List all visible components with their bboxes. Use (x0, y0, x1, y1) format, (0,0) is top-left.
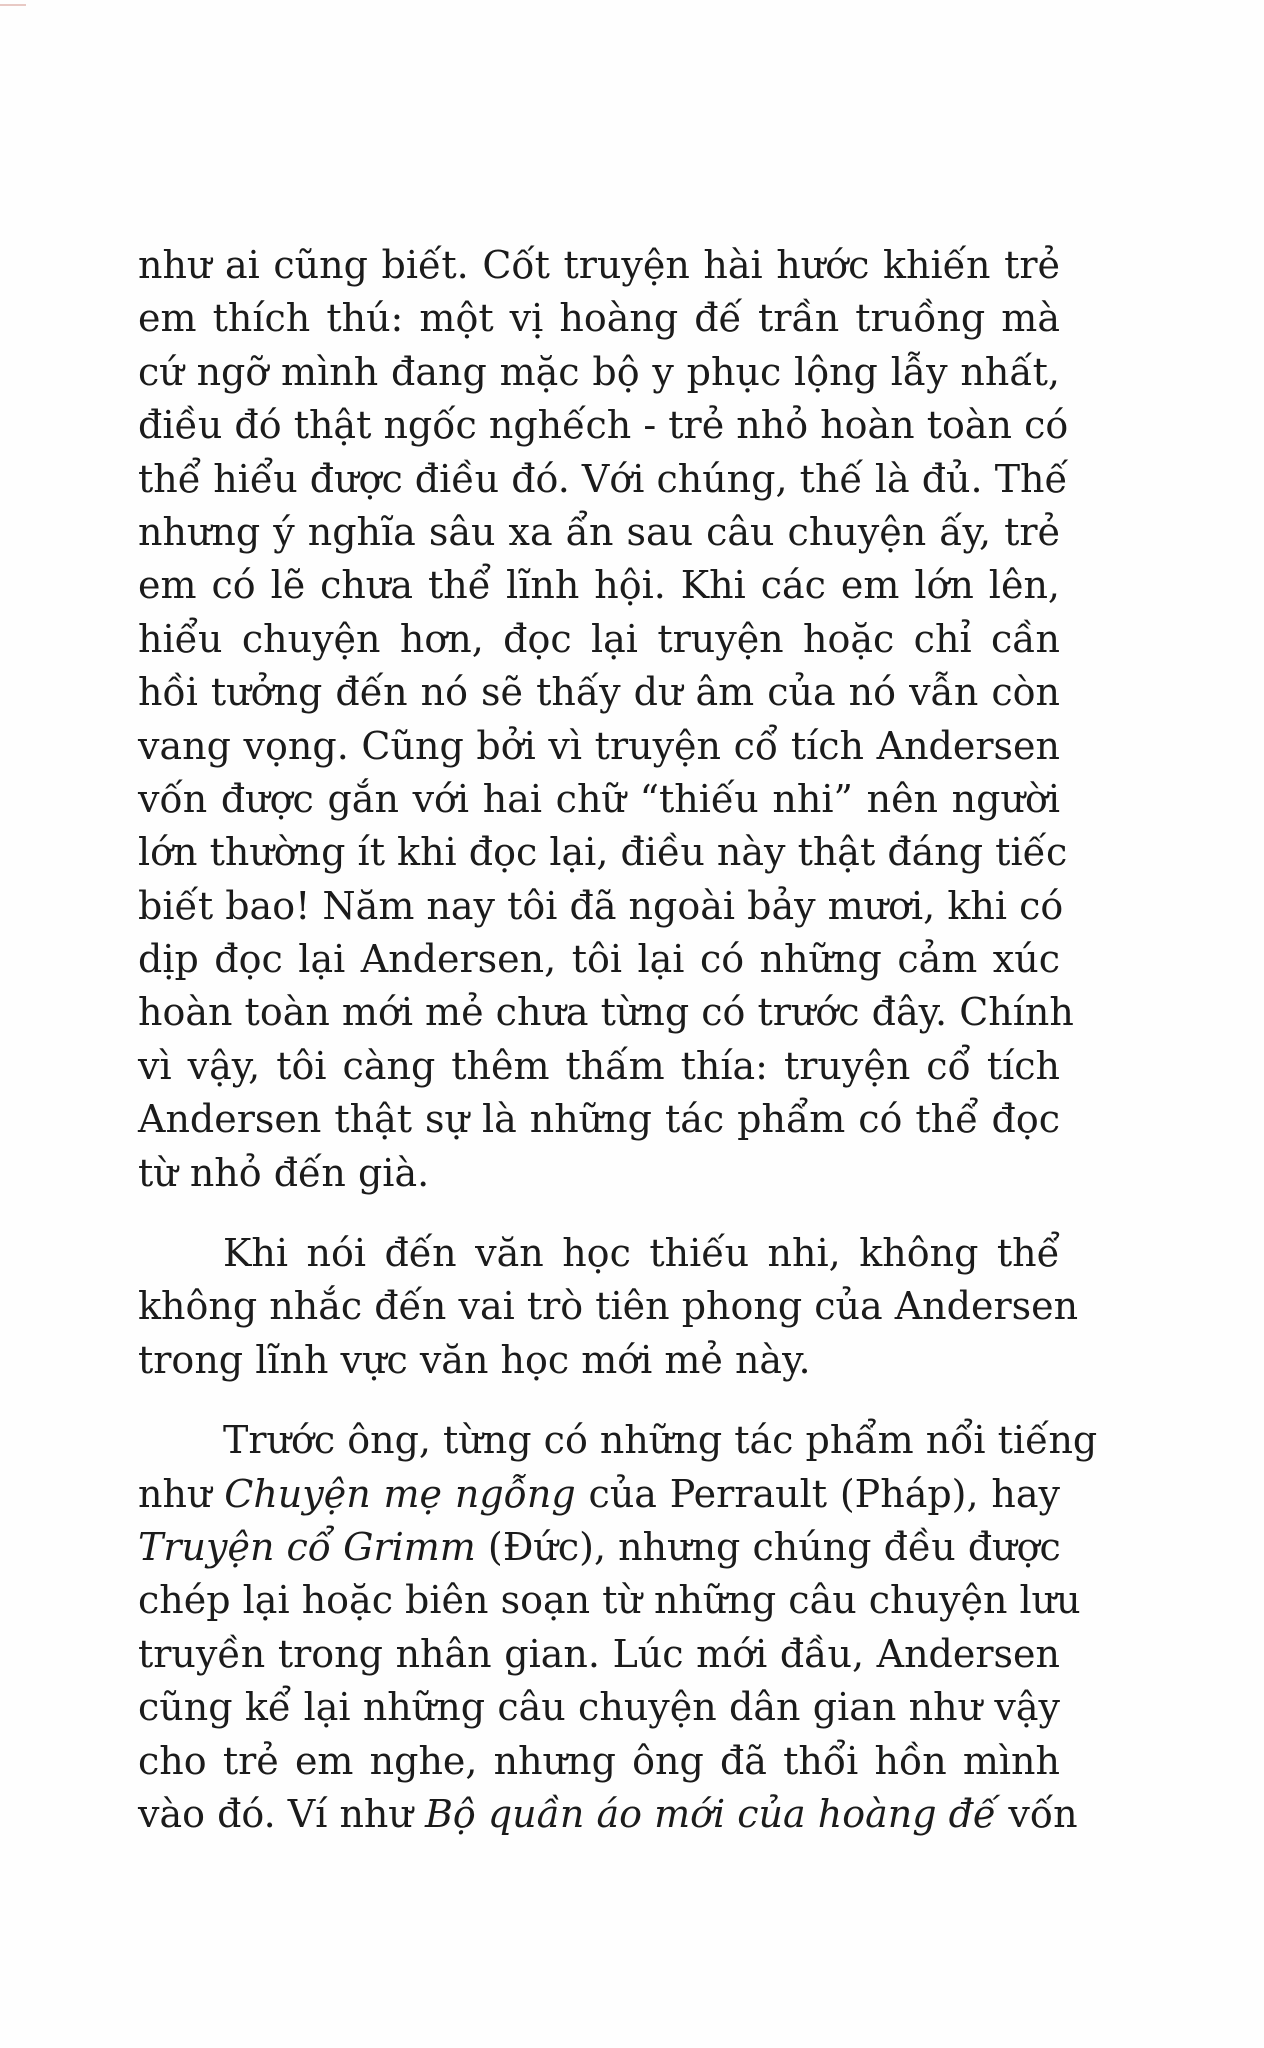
text-line: Trước ông, từng có những tác phẩm nổi tiếng (223, 1418, 1098, 1463)
text-line: cho trẻ em nghe, nhưng ông đã thổi hồn mình (138, 1738, 1060, 1783)
text-line: Andersen thật sự là những tác phẩm có thể đọc (138, 1097, 1060, 1142)
text-line (138, 1788, 1078, 1841)
text-line: như ai cũng biết. Cốt truyện hài hước khiến trẻ (138, 243, 1060, 287)
text-line: cũng kể lại những câu chuyện dân gian như vậy (138, 1685, 1060, 1730)
paragraph-spacer (138, 1200, 1060, 1227)
text-line: hoàn toàn mới mẻ chưa từng có trước đây. Chính (138, 990, 1074, 1035)
text-run: của Perrault (Pháp), hay (575, 1471, 1061, 1516)
text-line: lớn thường ít khi đọc lại, điều này thật đáng tiếc (138, 830, 1068, 875)
text-line: điều đó thật ngốc nghếch - trẻ nhỏ hoàn toàn có (138, 403, 1069, 448)
text-line: không nhắc đến vai trò tiên phong của Andersen (138, 1284, 1079, 1329)
text-line (138, 1521, 1060, 1574)
text-line: em có lẽ chưa thể lĩnh hội. Khi các em lớn lên, (138, 563, 1060, 608)
text-line: Khi nói đến văn học thiếu nhi, không thể (223, 1231, 1060, 1276)
text-run: (Đức), nhưng chúng đều được (475, 1524, 1061, 1569)
book-title-italic: Chuyện mẹ ngỗng (224, 1471, 576, 1516)
text-line: chép lại hoặc biên soạn từ những câu chuyện lưu (138, 1578, 1081, 1623)
text-line: vang vọng. Cũng bởi vì truyện cổ tích Andersen (138, 723, 1060, 768)
scan-edge-mark (0, 4, 26, 6)
text-line: hồi tưởng đến nó sẽ thấy dư âm của nó vẫn còn (138, 670, 1060, 715)
text-line: truyền trong nhân gian. Lúc mới đầu, Andersen (138, 1631, 1060, 1676)
text-line: nhưng ý nghĩa sâu xa ẩn sau câu chuyện ấy, trẻ (138, 509, 1060, 554)
text-line: hiểu chuyện hơn, đọc lại truyện hoặc chỉ cần (138, 616, 1060, 661)
paragraph-2 (138, 1227, 1079, 1387)
text-line: em thích thú: một vị hoàng đế trần truồng mà (138, 296, 1060, 341)
text-run: như (138, 1471, 225, 1516)
book-title-italic: Truyện cổ Grimm (138, 1524, 476, 1569)
text-run: vốn (996, 1791, 1078, 1836)
paragraph-spacer (138, 1387, 1060, 1414)
text-line: dịp đọc lại Andersen, tôi lại có những cảm xúc (138, 937, 1060, 982)
text-line: từ nhỏ đến già. (138, 1150, 430, 1195)
text-line: vốn được gắn với hai chữ “thiếu nhi” nên người (138, 776, 1060, 821)
book-title-italic: Bộ quần áo mới của hoàng đế (424, 1791, 997, 1836)
text-line: thể hiểu được điều đó. Với chúng, thế là đủ. Thế (138, 456, 1068, 501)
text-run: vào đó. Ví như (138, 1791, 425, 1836)
text-line: vì vậy, tôi càng thêm thấm thía: truyện cổ tích (138, 1043, 1060, 1088)
text-line (138, 1468, 1060, 1521)
body-text (138, 239, 1098, 1841)
text-line: biết bao! Năm nay tôi đã ngoài bảy mươi, khi có (138, 883, 1064, 928)
text-line: trong lĩnh vực văn học mới mẻ này. (138, 1337, 811, 1382)
paragraph-1 (138, 239, 1074, 1200)
paragraph-3 (138, 1414, 1098, 1841)
text-line: cứ ngỡ mình đang mặc bộ y phục lộng lẫy nhất, (138, 349, 1060, 394)
